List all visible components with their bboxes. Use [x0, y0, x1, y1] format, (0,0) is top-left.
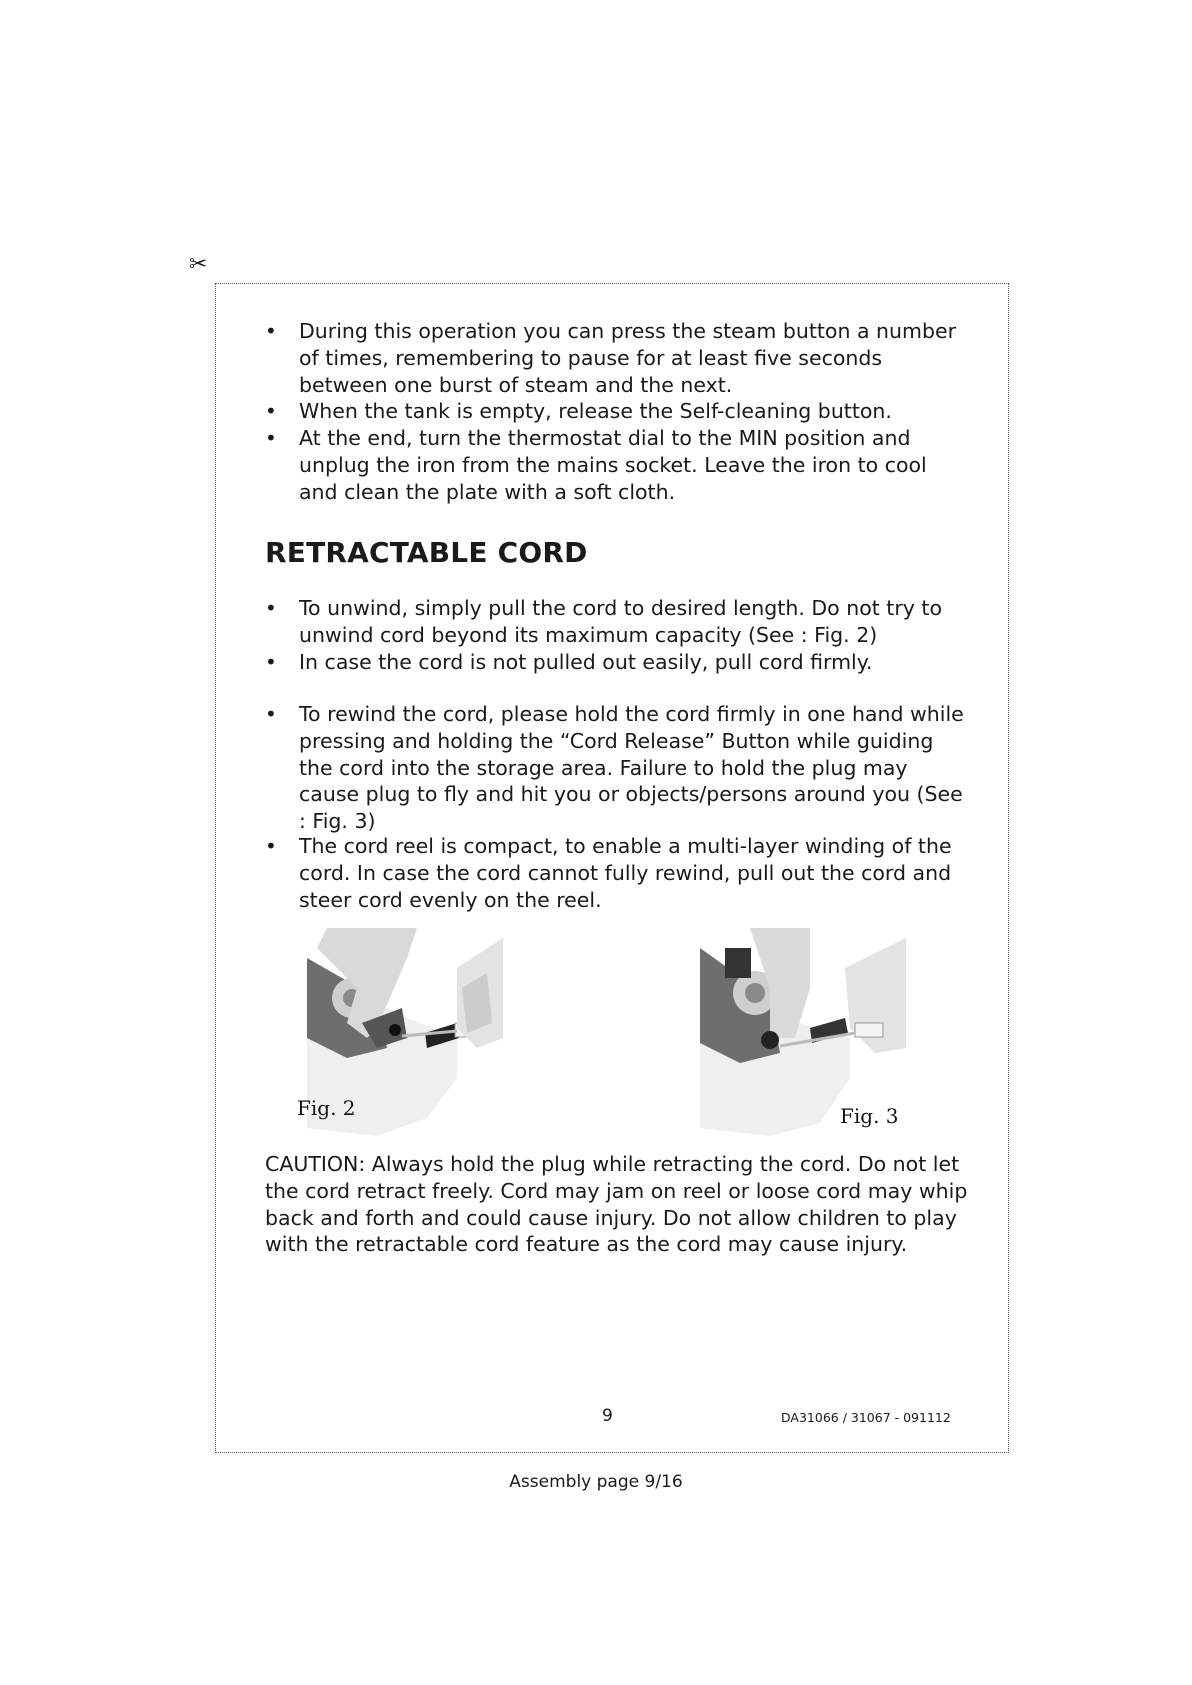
- document-code: DA31066 / 31067 - 091112: [781, 1410, 951, 1425]
- fig-3-label: Fig. 3: [840, 1104, 899, 1128]
- fig-2-photo: [297, 928, 503, 1136]
- list-item: • When the tank is empty, release the Self-cleaning button.: [265, 398, 965, 425]
- list-item: • To rewind the cord, please hold the cord firmly in one hand while pressing and holding the “Cord Release” Button while guiding the cord into the storage area. Failure to hold the plug may cause plug to fly and hit you or objects/persons around you (See : Fig. 3): [265, 701, 965, 835]
- scissors-icon: ✂: [189, 252, 208, 277]
- section-heading: RETRACTABLE CORD: [265, 536, 588, 569]
- list-item: • To unwind, simply pull the cord to desired length. Do not try to unwind cord beyond its maximum capacity (See : Fig. 2): [265, 595, 965, 649]
- unwind-bullets: [265, 595, 965, 675]
- assembly-page-label: Assembly page 9/16: [509, 1472, 683, 1492]
- list-item: • The cord reel is compact, to enable a multi-layer winding of the cord. In case the cord cannot fully rewind, pull out the cord and steer cord evenly on the reel.: [265, 833, 965, 913]
- fig-2-label: Fig. 2: [297, 1096, 356, 1120]
- list-item: • In case the cord is not pulled out easily, pull cord firmly.: [265, 649, 965, 676]
- cleaning-bullets: [265, 318, 965, 506]
- rewind-bullets: [265, 701, 965, 835]
- fig-3-photo: [700, 928, 906, 1136]
- caution-text: CAUTION: Always hold the plug while retracting the cord. Do not let the cord retract freely. Cord may jam on reel or loose cord may whip back and forth and could cause injury. Do not allow children to play with the retractable cord feature as the cord may cause injury.: [265, 1152, 968, 1257]
- reel-bullets: [265, 833, 965, 913]
- figures-row: [265, 928, 965, 1138]
- list-item: • At the end, turn the thermostat dial to the MIN position and unplug the iron from the mains socket. Leave the iron to cool and clean the plate with a soft cloth.: [265, 425, 965, 505]
- page-number: 9: [602, 1406, 613, 1426]
- list-item: • During this operation you can press the steam button a number of times, remembering to pause for at least five seconds between one burst of steam and the next.: [265, 318, 965, 398]
